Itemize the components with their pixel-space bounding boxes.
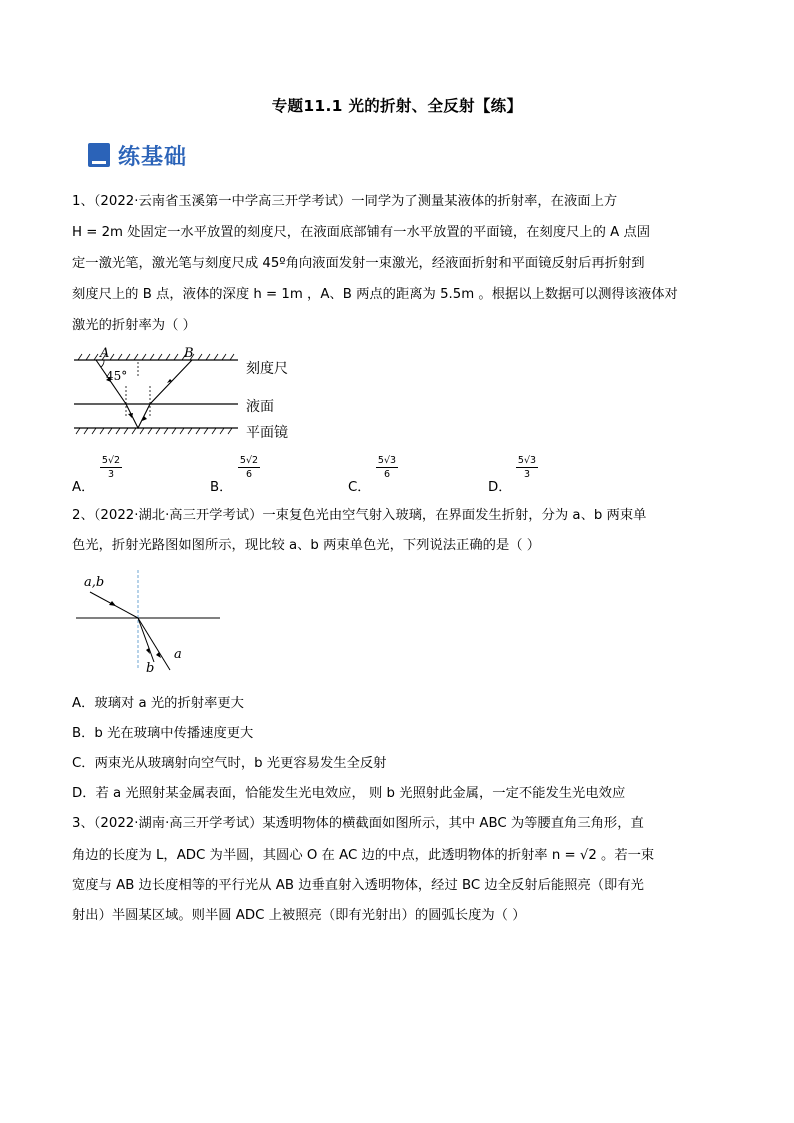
q1-option-b-num: 5√2 [239, 455, 259, 466]
section-label: 练基础 [118, 144, 188, 170]
q1-line-2: H = 2m 处固定一水平放置的刻度尺，在液面底部铺有一水平放置的平面镜，在刻度尺上的 A 点固 [72, 225, 651, 240]
q2-option-b: B．b 光在玻璃中传播速度更大 [72, 726, 254, 741]
q1-option-c-num: 5√3 [377, 455, 397, 466]
q3-line-3: 宽度与 AB 边长度相等的平行光从 AB 边垂直射入透明物体，经过 BC 边全反射后能照亮（即有光 [72, 878, 644, 893]
q1-option-c-letter: C． [348, 480, 371, 495]
q1-label-b: B [184, 346, 194, 361]
q1-option-d-den: 3 [523, 469, 531, 480]
q3-line-2: 角边的长度为 L，ADC 为半圆，其圆心 O 在 AC 边的中点，此透明物体的折射率 n = √2 。若一束 [72, 848, 655, 863]
q2-line-1: 2、（2022·湖北·高三开学考试）一束复色光由空气射入玻璃，在界面发生折射，分为 a、b 两束单 [72, 508, 647, 523]
q2-label-a: a [174, 647, 182, 662]
page-title: 专题11.1 光的折射、全反射【练】 [271, 97, 523, 115]
q2-label-ab: a,b [84, 575, 105, 590]
section-header [88, 138, 187, 172]
q2-option-a: A．玻璃对 a 光的折射率更大 [72, 696, 244, 711]
q1-option-c-frac [376, 455, 398, 480]
q2-label-b: b [146, 661, 155, 676]
q1-line-5: 激光的折射率为（ ） [72, 318, 196, 333]
q1-label-angle: 45° [106, 369, 128, 383]
q1-option-a-den: 3 [107, 469, 115, 480]
book-icon [88, 143, 110, 167]
q1-option-d-frac [516, 455, 538, 480]
q1-option-b-den: 6 [245, 469, 253, 480]
q1-option-a-letter: A． [72, 480, 95, 495]
q1-label-surface: 液面 [246, 399, 274, 415]
q1-line-3: 定一激光笔，激光笔与刻度尺成 45º角向液面发射一束激光，经液面折射和平面镜反射后再折射到 [72, 256, 645, 271]
q1-line-4: 刻度尺上的 B 点，液体的深度 h = 1m ，A、B 两点的距离为 5.5m 。根据以上数据可以测得该液体对 [72, 287, 678, 302]
q2-figure [70, 570, 230, 680]
q2-option-d: D．若 a 光照射某金属表面，恰能发生光电效应， 则 b 光照射此金属，一定不能发生光电效应 [72, 786, 626, 801]
q1-label-mirror: 平面镜 [246, 425, 288, 441]
q3-line-1: 3、（2022·湖南·高三开学考试）某透明物体的横截面如图所示，其中 ABC 为等腰直角三角形，直 [72, 816, 644, 831]
q1-label-ruler: 刻度尺 [246, 361, 288, 377]
q1-option-c-den: 6 [383, 469, 391, 480]
q3-line-4: 射出）半圆某区域。则半圆 ADC 上被照亮（即有光射出）的圆弧长度为（ ） [72, 908, 526, 923]
q1-label-a: A [100, 346, 110, 361]
q1-option-a-num: 5√2 [101, 455, 121, 466]
q1-option-b-frac [238, 455, 260, 480]
q1-option-b-letter: B． [210, 480, 233, 495]
q1-line-1: 1、（2022·云南省玉溪第一中学高三开学考试）一同学为了测量某液体的折射率，在液面上方 [72, 194, 618, 209]
q2-line-2: 色光，折射光路图如图所示，现比较 a、b 两束单色光，下列说法正确的是（ ） [72, 538, 541, 553]
q1-option-a-frac [100, 455, 122, 480]
q1-option-d-letter: D． [488, 480, 512, 495]
q1-option-d-num: 5√3 [517, 455, 537, 466]
q2-option-c: C．两束光从玻璃射向空气时，b 光更容易发生全反射 [72, 756, 387, 771]
